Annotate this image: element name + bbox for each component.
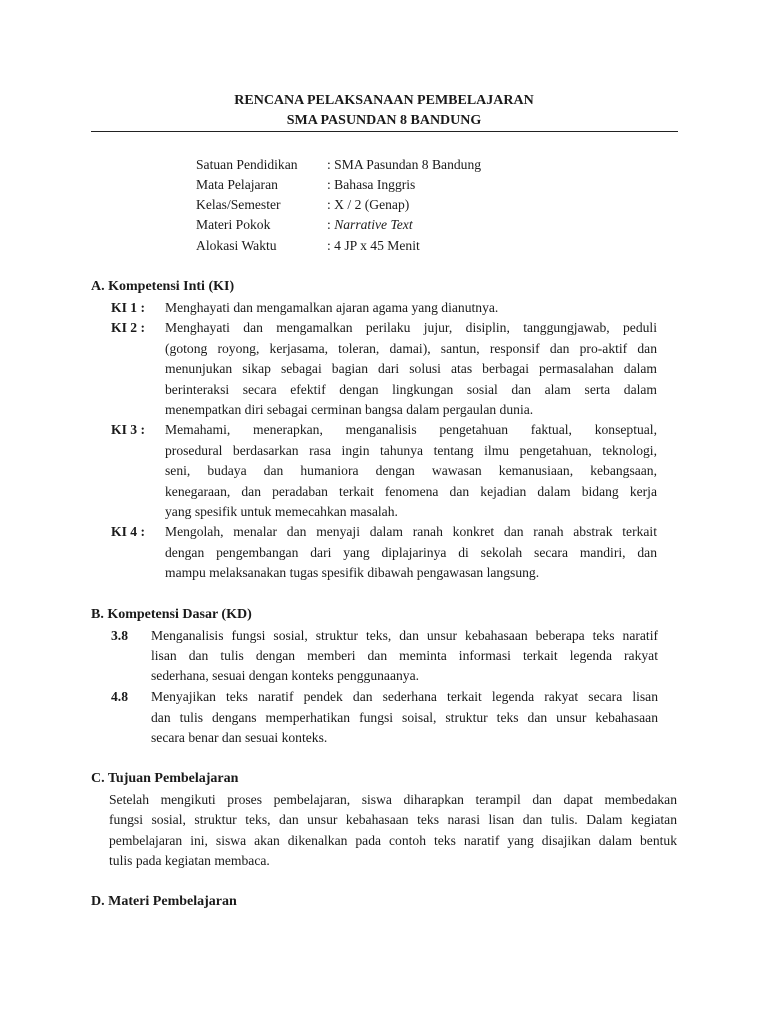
kd-text-line: sederhana, sesuai dengan konteks penggunaanya.: [151, 668, 420, 683]
kd-number: 3.8: [111, 628, 128, 643]
ki-label: KI 4 :: [111, 524, 145, 539]
section-a-heading: A. Kompetensi Inti (KI): [91, 279, 235, 294]
document-title: RENCANA PELAKSANAAN PEMBELAJARAN: [234, 93, 534, 108]
identity-label: Satuan Pendidikan: [196, 157, 298, 172]
ki-text-line: menempatkan diri sebagai cerminan bangsa dalam pergaulan dunia.: [165, 402, 534, 417]
kd-text-line: Menganalisis fungsi sosial, struktur teks, dan unsur kebahasaan beberapa teks naratif: [151, 628, 658, 643]
ki-label: KI 1 :: [111, 300, 145, 315]
kd-text-line: lisan dan tulis dengan memberi dan meminta informasi terkait legenda rakyat: [151, 648, 658, 663]
section-b-heading: B. Kompetensi Dasar (KD): [91, 607, 252, 622]
kd-text-line: Menyajikan teks naratif pendek dan sederhana terkait legenda rakyat secara lisan: [151, 689, 658, 704]
ki-text-line: kenegaraan, dan peradaban terkait fenomena dan kejadian dalam bidang kerja: [165, 484, 657, 499]
identity-label: Materi Pokok: [196, 217, 271, 232]
section-c-heading: C. Tujuan Pembelajaran: [91, 771, 239, 786]
section-d-heading: D. Materi Pembelajaran: [91, 894, 237, 909]
identity-label: Alokasi Waktu: [196, 238, 277, 253]
kd-text-line: dan tulis dengans memperhatikan fungsi soisal, struktur teks dan unsur kebahasaan: [151, 710, 658, 725]
ki-text-line: berinteraksi secara efektif dengan lingkungan sosial dan alam serta dalam: [165, 382, 657, 397]
ki-text-line: mampu melaksanakan tugas spesifik dibawah pengawasan langsung.: [165, 565, 540, 580]
ki-text-line: menunjukan sikap sebagai bagian dari solusi atas berbagai permasalahan dalam: [165, 361, 657, 376]
identity-value-italic: Narrative Text: [334, 217, 413, 232]
ki-text-line: yang spesifik untuk memecahkan masalah.: [165, 504, 398, 519]
kd-text-line: secara benar dan sesuai konteks.: [151, 730, 328, 745]
objective-text-line: fungsi sosial, struktur teks, dan unsur kebahasaan teks narasi lisan dan tulis. Dalam kegiatan: [109, 812, 677, 827]
identity-label: Kelas/Semester: [196, 197, 281, 212]
title-divider: [91, 131, 678, 132]
kd-number: 4.8: [111, 689, 128, 704]
school-name: SMA PASUNDAN 8 BANDUNG: [286, 113, 482, 128]
identity-value-prefix: :: [327, 217, 335, 232]
ki-text-line: Menghayati dan mengamalkan ajaran agama yang dianutnya.: [165, 300, 499, 315]
ki-text-line: seni, budaya dan humaniora dengan wawasan kemanusiaan, kebangsaan,: [165, 463, 657, 478]
ki-text-line: Mengolah, menalar dan menyaji dalam ranah konkret dan ranah abstrak terkait: [165, 524, 657, 539]
identity-label: Mata Pelajaran: [196, 177, 278, 192]
objective-text-line: Setelah mengikuti proses pembelajaran, siswa diharapkan terampil dan dapat membedakan: [109, 792, 677, 807]
ki-text-line: Memahami, menerapkan, menganalisis pengetahuan faktual, konseptual,: [165, 422, 657, 437]
ki-label: KI 2 :: [111, 320, 145, 335]
identity-value: : X / 2 (Genap): [327, 197, 410, 212]
identity-value: : Bahasa Inggris: [327, 177, 416, 192]
ki-text-line: prosedural berdasarkan rasa ingin tahunya tentang ilmu pengetahuan, teknologi,: [165, 443, 657, 458]
ki-label: KI 3 :: [111, 422, 145, 437]
objective-text-line: pembelajaran ini, siswa akan dikenalkan pada contoh teks naratif yang disajikan dalam bentuk: [109, 833, 677, 848]
ki-text-line: dengan pengembangan dari yang diplajarinya di sekolah secara mandiri, dan: [165, 545, 657, 560]
identity-value: [327, 217, 413, 233]
identity-value: : 4 JP x 45 Menit: [327, 238, 420, 253]
ki-text-line: (gotong royong, kerjasama, toleran, damai), santun, responsif dan pro-aktif dan: [165, 341, 657, 356]
identity-value: : SMA Pasundan 8 Bandung: [327, 157, 482, 172]
ki-text-line: Menghayati dan mengamalkan perilaku jujur, disiplin, tanggungjawab, peduli: [165, 320, 657, 335]
objective-text-line: tulis pada kegiatan membaca.: [109, 853, 270, 868]
